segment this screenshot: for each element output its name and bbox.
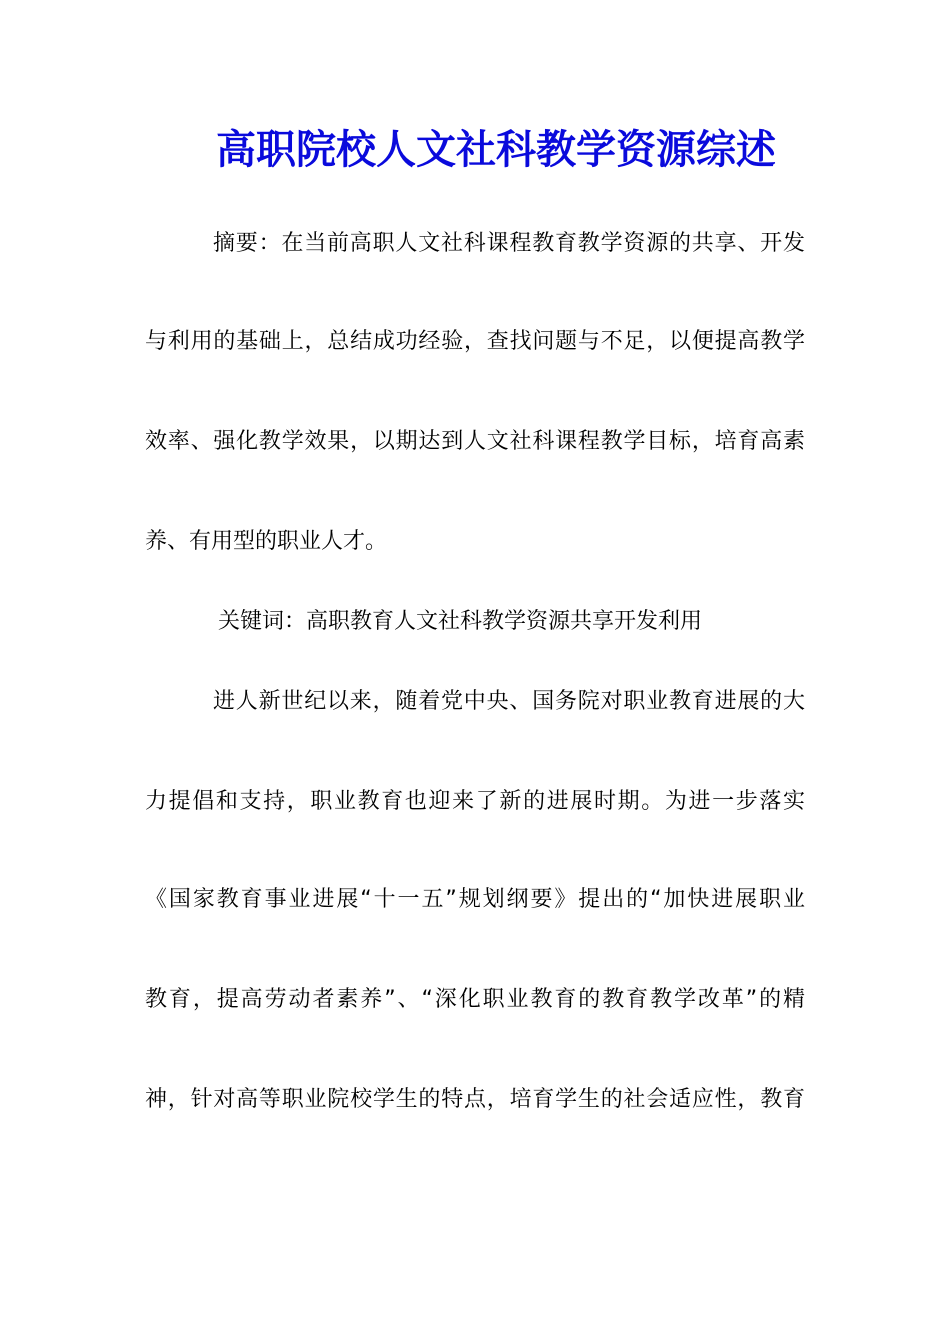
abstract-line-4: 养、有用型的职业人才。 bbox=[145, 529, 388, 554]
keywords-line: 关键词：高职教育人文社科教学资源共享开发利用 bbox=[218, 609, 703, 634]
body-line-4: 教育，提高劳动者素养”、“深化职业教育的教育教学改革”的精 bbox=[145, 987, 805, 1012]
abstract-line-2: 与利用的基础上，总结成功经验，查找问题与不足，以便提高教学 bbox=[145, 329, 805, 354]
abstract-line-3: 效率、强化教学效果，以期达到人文社科课程教学目标，培育高素 bbox=[145, 429, 805, 454]
body-line-5: 神，针对高等职业院校学生的特点，培育学生的社会适应性，教育 bbox=[145, 1087, 805, 1112]
body-line-1: 进人新世纪以来，随着党中央、国务院对职业教育进展的大 bbox=[213, 689, 805, 714]
body-line-2: 力提倡和支持，职业教育也迎来了新的进展时期。为进一步落实 bbox=[145, 789, 805, 814]
document-title: 高职院校人文社科教学资源综述 bbox=[216, 126, 776, 173]
body-line-3: 《国家教育事业进展“十一五”规划纲要》提出的“加快进展职业 bbox=[145, 887, 805, 912]
abstract-line-1: 摘要：在当前高职人文社科课程教育教学资源的共享、开发 bbox=[213, 231, 805, 256]
